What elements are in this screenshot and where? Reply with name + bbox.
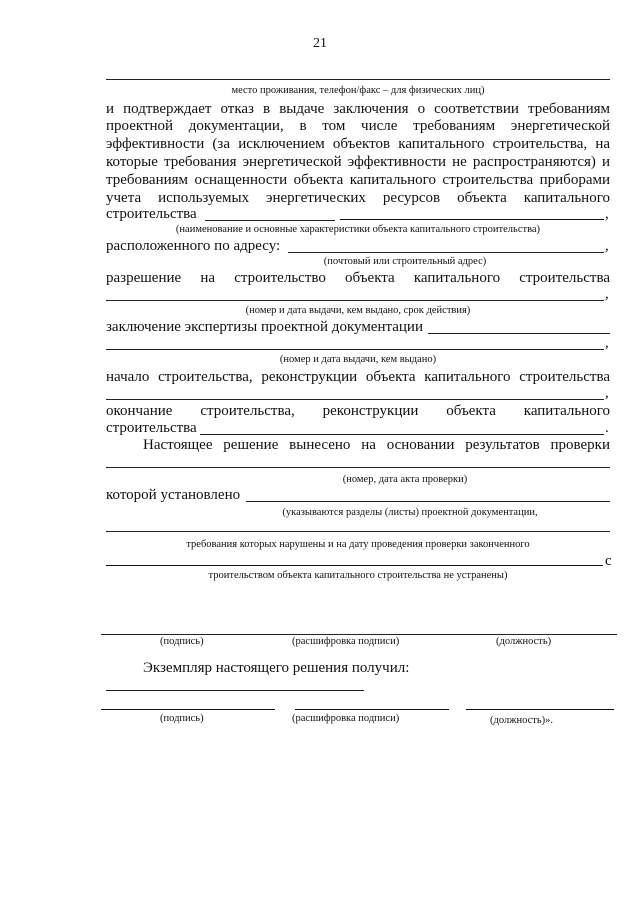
start-fill-line[interactable] bbox=[106, 399, 604, 400]
caption-residence: место проживания, телефон/факс – для физических лиц) bbox=[231, 85, 485, 96]
established-label: которой установлено bbox=[106, 487, 241, 503]
signature-line-2[interactable] bbox=[101, 709, 275, 710]
signature-line-1[interactable] bbox=[101, 634, 617, 635]
residence-fill-line bbox=[106, 79, 610, 80]
expertise-fill-line-b[interactable] bbox=[106, 349, 604, 350]
end-fill-line[interactable] bbox=[200, 434, 604, 435]
end-period: . bbox=[605, 420, 609, 436]
start-comma: , bbox=[605, 385, 609, 401]
para1-line-3: эффективности (за исключением объектов капитального строительства, на bbox=[106, 136, 610, 152]
caption-address: (почтовый или строительный адрес) bbox=[323, 256, 487, 267]
object-fill-line-b[interactable] bbox=[340, 219, 604, 220]
caption-object: (наименование и основные характеристики объекта капитального строительства) bbox=[175, 224, 541, 235]
sig2-decode-caption: (расшифровка подписи) bbox=[292, 713, 400, 724]
para1-line-5: требованиям оснащенности объекта капитального строительства приборами bbox=[106, 172, 610, 188]
end-line: окончание строительства, реконструкции объекта капитального bbox=[106, 403, 610, 419]
sig1-position-caption: (должность) bbox=[496, 636, 552, 647]
caption-requirements: требования которых нарушены и на дату проведения проверки законченного bbox=[186, 539, 530, 550]
decode-line-2[interactable] bbox=[295, 709, 449, 710]
permit-fill-line[interactable] bbox=[106, 300, 604, 301]
caption-act: (номер, дата акта проверки) bbox=[342, 474, 468, 485]
page-number: 21 bbox=[313, 36, 327, 51]
address-label: расположенного по адресу: bbox=[106, 238, 281, 254]
copy-received-line[interactable] bbox=[106, 690, 364, 691]
caption-construction: троительством объекта капитального строительства не устранены) bbox=[208, 570, 508, 581]
act-fill-line[interactable] bbox=[106, 467, 610, 468]
expertise-fill-line-a[interactable] bbox=[428, 333, 610, 334]
object-fill-line-a[interactable] bbox=[205, 220, 335, 221]
para1-line-4: которые требования энергетической эффективности не распространяются) и bbox=[106, 154, 610, 170]
sig1-decode-caption: (расшифровка подписи) bbox=[292, 636, 400, 647]
sig2-signature-caption: (подпись) bbox=[160, 713, 204, 724]
expertise-label: заключение экспертизы проектной документации bbox=[106, 319, 423, 335]
start-line: начало строительства, реконструкции объекта капитального строительства bbox=[106, 369, 610, 385]
decision-line: Настоящее решение вынесено на основании результатов проверки bbox=[143, 437, 610, 453]
caption-expertise: (номер и дата выдачи, кем выдано) bbox=[279, 354, 437, 365]
copy-received-label: Экземпляр настоящего решения получил: bbox=[143, 660, 410, 676]
trailing-c: с bbox=[605, 553, 612, 569]
end-label: строительства bbox=[106, 420, 197, 436]
para1-line-6: учета используемых энергетических ресурсов объекта капитального bbox=[106, 190, 610, 206]
caption-sections: (указываются разделы (листы) проектной документации, bbox=[282, 507, 538, 518]
position-line-2[interactable] bbox=[466, 709, 614, 710]
permit-comma: , bbox=[605, 286, 609, 302]
sections-fill-line[interactable] bbox=[106, 531, 610, 532]
object-label: строительства bbox=[106, 206, 197, 222]
established-fill-line[interactable] bbox=[246, 501, 610, 502]
caption-permit: (номер и дата выдачи, кем выдано, срок действия) bbox=[245, 305, 471, 316]
para1-line-1: и подтверждает отказ в выдаче заключения о соответствии требованиям bbox=[106, 101, 610, 117]
sig1-signature-caption: (подпись) bbox=[160, 636, 204, 647]
permit-line: разрешение на строительство объекта капитального строительства bbox=[106, 270, 610, 286]
address-fill-line[interactable] bbox=[288, 252, 604, 253]
sig2-position-caption: (должность)». bbox=[490, 715, 553, 726]
para1-line-2: проектной документации, в том числе требованиям энергетической bbox=[106, 118, 610, 134]
requirements-fill-line[interactable] bbox=[106, 565, 603, 566]
address-comma: , bbox=[605, 238, 609, 254]
expertise-comma: , bbox=[605, 335, 609, 351]
object-comma: , bbox=[605, 206, 609, 222]
